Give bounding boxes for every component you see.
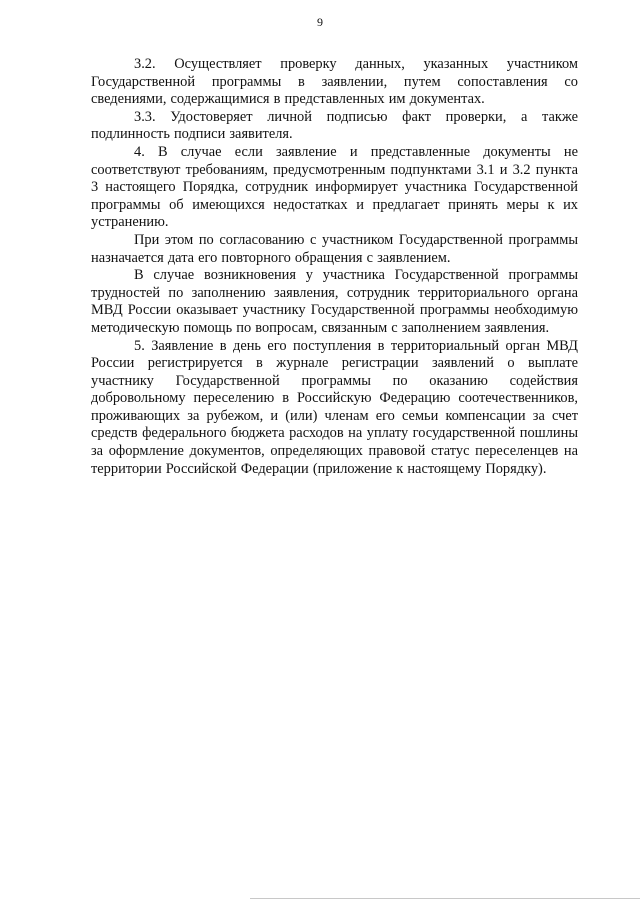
paragraph-4-assistance: В случае возникновения у участника Государственной программы трудностей по заполнению заявления, сотрудник территориального органа МВД России оказывает участнику Государственной программы необходимую методическую помощь по вопросам, связанным с заполнением заявления. <box>91 267 578 336</box>
paragraph-4: 4. В случае если заявление и представленные документы не соответствуют требованиям, предусмотренным подпунктами 3.1 и 3.2 пункта 3 настоящего Порядка, сотрудник информирует участника Государственной программы об имеющихся недостатках и предлагает принять меры к их устранению. <box>91 143 578 231</box>
paragraph-4-repeat-date: При этом по согласованию с участником Государственной программы назначается дата его повторного обращения с заявлением. <box>91 231 578 266</box>
paragraph-3-3: 3.3. Удостоверяет личной подписью факт проверки, а также подлинность подписи заявителя. <box>91 108 578 143</box>
paragraph-5: 5. Заявление в день его поступления в территориальный орган МВД России регистрируется в журнале регистрации заявлений о выплате участнику Государственной программы по оказанию содействия добровольному переселению в Российскую Федерацию соотечественников, проживающих за рубежом, и (или) членам его семьи компенсации за счет средств федерального бюджета расходов на уплату государственной пошлины за оформление документов, определяющих правовой статус переселенцев на территории Российской Федерации (приложение к настоящему Порядку). <box>91 337 578 477</box>
document-body <box>91 56 578 478</box>
scan-edge-line <box>250 898 640 899</box>
paragraph-3-2: 3.2. Осуществляет проверку данных, указанных участником Государственной программы в заявлении, путем сопоставления со сведениями, содержащимися в представленных им документах. <box>91 56 578 108</box>
page-number: 9 <box>317 15 323 29</box>
